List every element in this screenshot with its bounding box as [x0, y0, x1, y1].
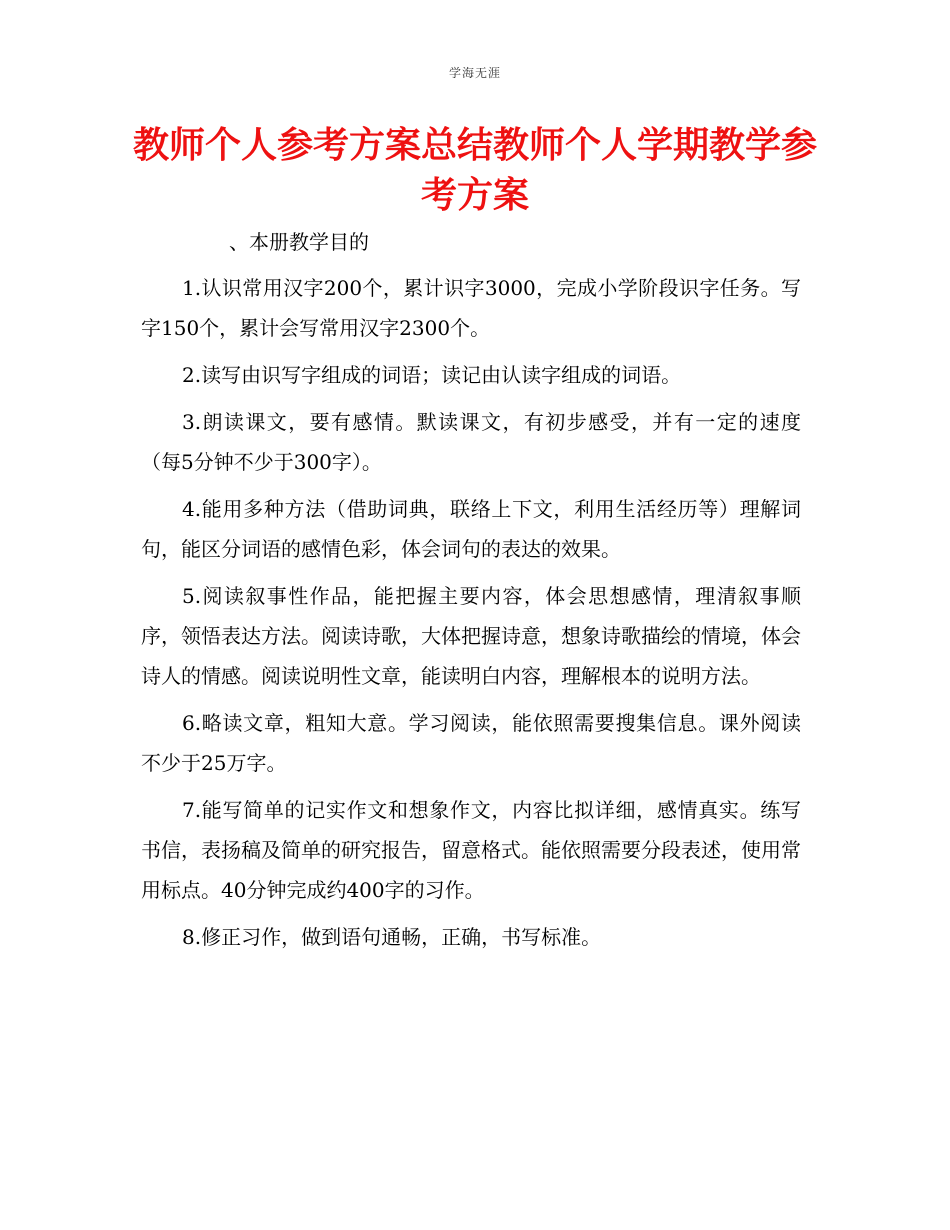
page-header: 学海无涯	[448, 66, 501, 80]
objective-item-7: 7.能写简单的记实作文和想象作文，内容比拟详细，感情真实。练写书信，表扬稿及简单的研究报告，留意格式。能依照需要分段表述，使用常用标点。40分钟完成约400字的习作。	[141, 798, 801, 902]
document-body	[141, 222, 801, 964]
objective-item-6: 6.略读文章，粗知大意。学习阅读，能依照需要搜集信息。课外阅读不少于25万字。	[141, 711, 801, 775]
objective-item-1: 1.认识常用汉字200个，累计识字3000，完成小学阶段识字任务。写字150个，累计会写常用汉字2300个。	[141, 276, 801, 340]
objective-item-8: 8.修正习作，做到语句通畅，正确，书写标准。	[182, 925, 602, 949]
section-heading: 、本册教学目的	[229, 230, 369, 254]
objective-item-2: 2.读写由识写字组成的词语；读记由认读字组成的词语。	[182, 363, 682, 387]
objective-item-3: 3.朗读课文，要有感情。默读课文，有初步感受，并有一定的速度（每5分钟不少于300字）。	[141, 410, 801, 474]
objective-item-4: 4.能用多种方法（借助词典，联络上下文，利用生活经历等）理解词句，能区分词语的感情色彩，体会词句的表达的效果。	[141, 497, 801, 561]
objective-item-5: 5.阅读叙事性作品，能把握主要内容，体会思想感情，理清叙事顺序，领悟表达方法。阅读诗歌，大体把握诗意，想象诗歌描绘的情境，体会诗人的情感。阅读说明性文章，能读明白内容，理解根本的说明方法。	[141, 584, 801, 688]
document-title: 教师个人参考方案总结教师个人学期教学参考方案	[132, 125, 817, 216]
